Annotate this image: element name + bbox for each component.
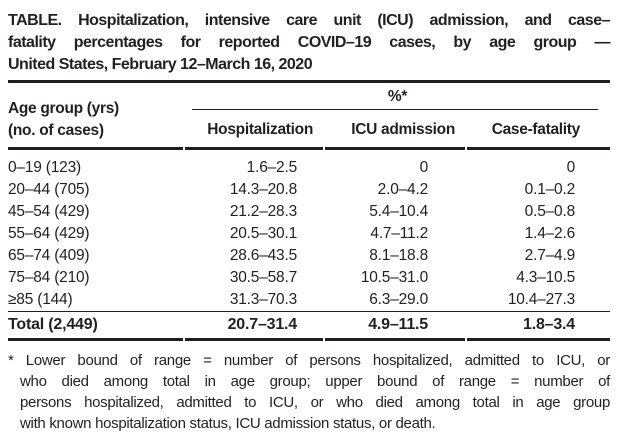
percent-spanner-rule: [192, 109, 598, 110]
table-row: [8, 245, 610, 267]
age-group-cell: 75–84 (210): [8, 269, 90, 286]
table-title-line: United States, February 12–March 16, 2020: [8, 56, 313, 73]
hospitalization-cell: 20.7–31.4: [227, 316, 297, 333]
table-figure: [8, 0, 610, 434]
hospitalization-cell: 1.6–2.5: [246, 159, 297, 176]
column-header-icu-admission: ICU admission: [351, 121, 455, 138]
age-group-header-line1: Age group (yrs): [8, 100, 119, 117]
table-title-line: fatality percentages for reported COVID–19 cases, by age group —: [8, 34, 610, 51]
table-row: [8, 179, 610, 201]
case-fatality-cell: 10.4–27.3: [507, 291, 575, 308]
hospitalization-cell: 31.3–70.3: [229, 291, 297, 308]
age-group-cell: ≥85 (144): [8, 291, 73, 308]
table-row: [8, 201, 610, 223]
footnote-line: * Lower bound of range = number of persons hospitalized, admitted to ICU, or: [8, 352, 610, 369]
hospitalization-cell: 30.5–58.7: [229, 269, 297, 286]
header-rule: [8, 147, 610, 150]
table-row: [8, 157, 610, 179]
hospitalization-cell: 14.3–20.8: [229, 181, 297, 198]
footnote-line: persons hospitalized, admitted to ICU, or who died among total in age group: [20, 394, 610, 411]
icu-admission-cell: 2.0–4.2: [377, 181, 428, 198]
percent-spanner-label: %*: [387, 88, 408, 105]
age-group-cell: 55–64 (429): [8, 225, 90, 242]
case-fatality-cell: 2.7–4.9: [524, 247, 575, 264]
column-headers-row: [185, 120, 610, 140]
column-header-hospitalization: Hospitalization: [207, 121, 313, 138]
icu-admission-cell: 8.1–18.8: [369, 247, 428, 264]
age-group-header-line2: (no. of cases): [8, 122, 104, 139]
footnote-line: who died among total in age group; upper bound of range = number of: [20, 373, 610, 390]
case-fatality-cell: 0.1–0.2: [524, 181, 575, 198]
icu-admission-cell: 6.3–29.0: [369, 291, 428, 308]
table-row: [8, 223, 610, 245]
age-group-cell: Total (2,449): [8, 316, 98, 333]
footnote-line: with known hospitalization status, ICU admission status, or death.: [20, 415, 436, 432]
age-group-cell: 20–44 (705): [8, 181, 90, 198]
icu-admission-cell: 5.4–10.4: [369, 203, 428, 220]
table-row: [8, 289, 610, 311]
icu-admission-cell: 4.9–11.5: [368, 316, 428, 333]
table-header: [8, 83, 610, 147]
table-title: [8, 10, 610, 76]
table-total-row: [8, 312, 610, 338]
table-title-line: TABLE. Hospitalization, intensive care unit (ICU) admission, and case–: [8, 12, 610, 29]
hospitalization-cell: 28.6–43.5: [229, 247, 297, 264]
case-fatality-cell: 4.3–10.5: [516, 269, 575, 286]
hospitalization-cell: 20.5–30.1: [229, 225, 297, 242]
age-group-cell: 45–54 (429): [8, 203, 90, 220]
table-bottom-rule: [8, 338, 610, 341]
case-fatality-cell: 0.5–0.8: [524, 203, 575, 220]
column-header-case-fatality: Case-fatality: [491, 121, 580, 138]
age-group-cell: 0–19 (123): [8, 159, 81, 176]
table-row: [8, 267, 610, 289]
icu-admission-cell: 0: [419, 159, 428, 176]
icu-admission-cell: 10.5–31.0: [360, 269, 428, 286]
age-group-cell: 65–74 (409): [8, 247, 90, 264]
case-fatality-cell: 0: [566, 159, 575, 176]
table-footnote: [8, 350, 610, 434]
table-body: [8, 150, 610, 311]
case-fatality-cell: 1.8–3.4: [523, 316, 575, 333]
icu-admission-cell: 4.7–11.2: [370, 225, 428, 242]
column-header-age-group: [8, 98, 119, 142]
hospitalization-cell: 21.2–28.3: [229, 203, 297, 220]
case-fatality-cell: 1.4–2.6: [524, 225, 575, 242]
